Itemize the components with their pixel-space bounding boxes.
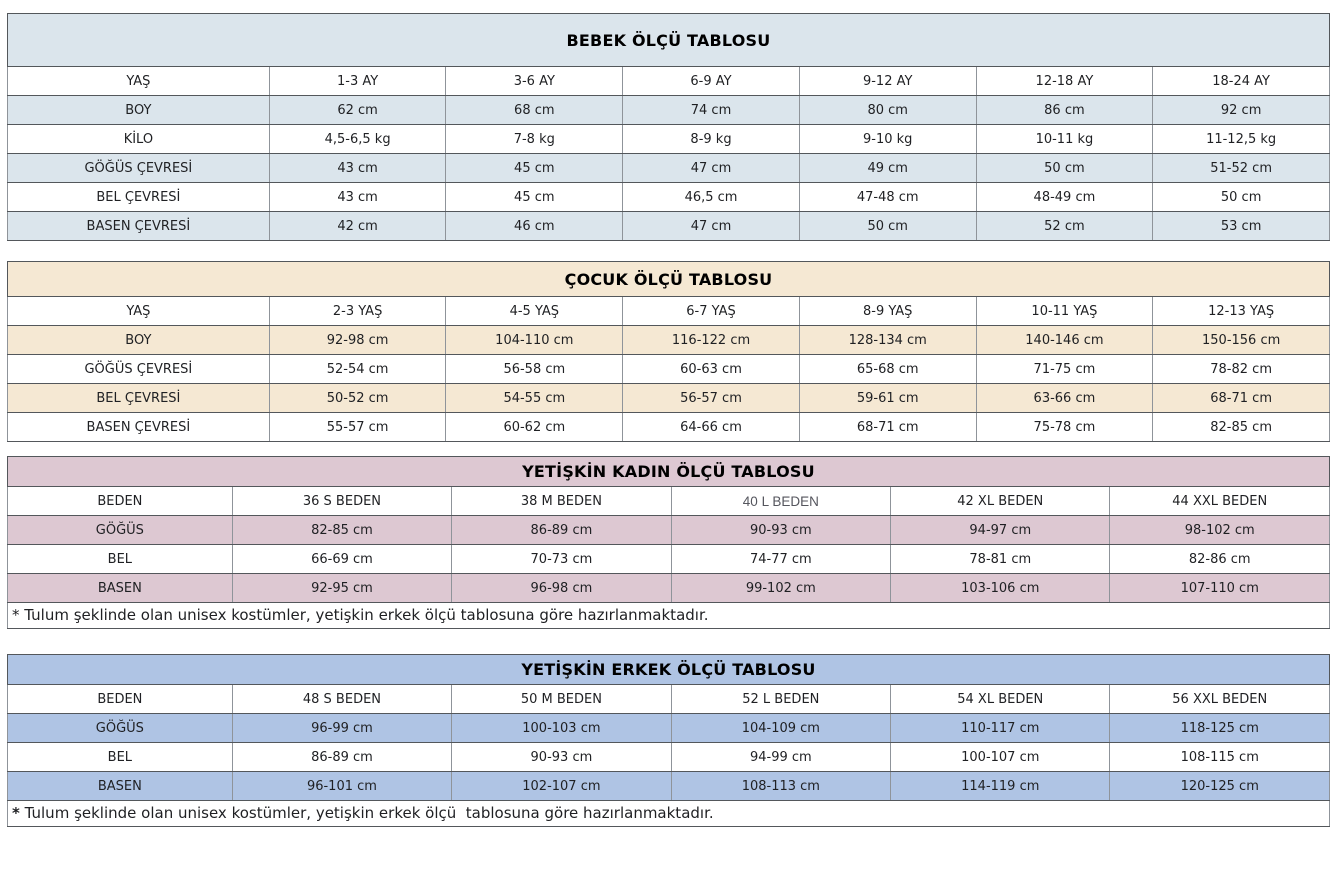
value-cell: 98-102 cm	[1110, 516, 1330, 545]
value-cell: 78-82 cm	[1153, 355, 1330, 384]
value-cell: 43 cm	[269, 183, 446, 212]
column-header-row	[8, 297, 1330, 326]
row-label: BEL ÇEVRESİ	[8, 183, 270, 212]
column-header-cell: 50 M BEDEN	[452, 685, 671, 714]
column-header-cell: 12-13 YAŞ	[1153, 297, 1330, 326]
value-cell: 102-107 cm	[452, 772, 671, 801]
value-cell: 7-8 kg	[446, 125, 623, 154]
value-cell: 50-52 cm	[269, 384, 446, 413]
table-row	[8, 183, 1330, 212]
row-label-header: BEDEN	[8, 487, 233, 516]
value-cell: 94-99 cm	[671, 743, 890, 772]
value-cell: 103-106 cm	[891, 574, 1110, 603]
baby-size-table	[7, 13, 1330, 241]
value-cell: 53 cm	[1153, 212, 1330, 241]
value-cell: 86 cm	[976, 96, 1153, 125]
column-header-cell: 1-3 AY	[269, 67, 446, 96]
table-title: YETİŞKİN KADIN ÖLÇÜ TABLOSU	[8, 457, 1330, 487]
value-cell: 54-55 cm	[446, 384, 623, 413]
value-cell: 92-98 cm	[269, 326, 446, 355]
column-header-cell: 12-18 AY	[976, 67, 1153, 96]
table-row	[8, 212, 1330, 241]
column-header-cell: 4-5 YAŞ	[446, 297, 623, 326]
table-row	[8, 413, 1330, 442]
table-row	[8, 574, 1330, 603]
column-header-row	[8, 487, 1330, 516]
row-label: BOY	[8, 326, 270, 355]
value-cell: 150-156 cm	[1153, 326, 1330, 355]
footnote-row	[8, 801, 1330, 827]
column-header-cell: 42 XL BEDEN	[891, 487, 1110, 516]
column-header-cell: 3-6 AY	[446, 67, 623, 96]
value-cell: 71-75 cm	[976, 355, 1153, 384]
row-label: BOY	[8, 96, 270, 125]
row-label: KİLO	[8, 125, 270, 154]
table-title-row	[8, 14, 1330, 67]
value-cell: 59-61 cm	[799, 384, 976, 413]
value-cell: 114-119 cm	[891, 772, 1110, 801]
value-cell: 47-48 cm	[799, 183, 976, 212]
row-label: BASEN	[8, 574, 233, 603]
value-cell: 11-12,5 kg	[1153, 125, 1330, 154]
value-cell: 110-117 cm	[891, 714, 1110, 743]
table-row	[8, 772, 1330, 801]
table-row	[8, 154, 1330, 183]
value-cell: 82-85 cm	[232, 516, 451, 545]
value-cell: 75-78 cm	[976, 413, 1153, 442]
row-label-header: YAŞ	[8, 297, 270, 326]
adult-women-size-table	[7, 456, 1330, 629]
column-header-cell: 6-9 AY	[623, 67, 800, 96]
column-header-cell: 56 XXL BEDEN	[1110, 685, 1330, 714]
row-label-header: BEDEN	[8, 685, 233, 714]
column-header-cell: 44 XXL BEDEN	[1110, 487, 1330, 516]
value-cell: 60-62 cm	[446, 413, 623, 442]
value-cell: 140-146 cm	[976, 326, 1153, 355]
value-cell: 82-86 cm	[1110, 545, 1330, 574]
value-cell: 96-101 cm	[232, 772, 451, 801]
column-header-cell: 18-24 AY	[1153, 67, 1330, 96]
row-label: GÖĞÜS	[8, 516, 233, 545]
value-cell: 55-57 cm	[269, 413, 446, 442]
value-cell: 108-115 cm	[1110, 743, 1330, 772]
table-title: YETİŞKİN ERKEK ÖLÇÜ TABLOSU	[8, 655, 1330, 685]
table-row	[8, 545, 1330, 574]
row-label: BASEN ÇEVRESİ	[8, 212, 270, 241]
value-cell: 104-109 cm	[671, 714, 890, 743]
footnote-text: * Tulum şeklinde olan unisex kostümler, yetişkin erkek ölçü tablosuna göre hazırlanmaktadır.	[8, 603, 1330, 629]
value-cell: 78-81 cm	[891, 545, 1110, 574]
footnote-asterisk: *	[12, 804, 20, 822]
row-label: BASEN	[8, 772, 233, 801]
column-header-cell: 8-9 YAŞ	[799, 297, 976, 326]
value-cell: 62 cm	[269, 96, 446, 125]
value-cell: 90-93 cm	[671, 516, 890, 545]
value-cell: 45 cm	[446, 183, 623, 212]
value-cell: 46,5 cm	[623, 183, 800, 212]
value-cell: 100-107 cm	[891, 743, 1110, 772]
value-cell: 42 cm	[269, 212, 446, 241]
table-row	[8, 326, 1330, 355]
value-cell: 8-9 kg	[623, 125, 800, 154]
value-cell: 100-103 cm	[452, 714, 671, 743]
value-cell: 80 cm	[799, 96, 976, 125]
row-label-header: YAŞ	[8, 67, 270, 96]
value-cell: 90-93 cm	[452, 743, 671, 772]
table-row	[8, 516, 1330, 545]
table-title: BEBEK ÖLÇÜ TABLOSU	[8, 14, 1330, 67]
value-cell: 74-77 cm	[671, 545, 890, 574]
value-cell: 96-98 cm	[452, 574, 671, 603]
row-label: GÖĞÜS ÇEVRESİ	[8, 355, 270, 384]
value-cell: 92-95 cm	[232, 574, 451, 603]
table-title-row	[8, 262, 1330, 297]
value-cell: 120-125 cm	[1110, 772, 1330, 801]
column-header-cell: 52 L BEDEN	[671, 685, 890, 714]
row-label: GÖĞÜS ÇEVRESİ	[8, 154, 270, 183]
table-row	[8, 743, 1330, 772]
value-cell: 50 cm	[976, 154, 1153, 183]
value-cell: 108-113 cm	[671, 772, 890, 801]
column-header-cell: 38 M BEDEN	[452, 487, 671, 516]
value-cell: 74 cm	[623, 96, 800, 125]
value-cell: 63-66 cm	[976, 384, 1153, 413]
value-cell: 66-69 cm	[232, 545, 451, 574]
column-header-cell: 9-12 AY	[799, 67, 976, 96]
value-cell: 107-110 cm	[1110, 574, 1330, 603]
value-cell: 47 cm	[623, 212, 800, 241]
table-title-row	[8, 655, 1330, 685]
value-cell: 52-54 cm	[269, 355, 446, 384]
row-label: BASEN ÇEVRESİ	[8, 413, 270, 442]
child-size-table	[7, 261, 1330, 442]
value-cell: 45 cm	[446, 154, 623, 183]
column-header-row	[8, 67, 1330, 96]
value-cell: 64-66 cm	[623, 413, 800, 442]
column-header-cell: 10-11 YAŞ	[976, 297, 1153, 326]
row-label: BEL	[8, 743, 233, 772]
value-cell: 43 cm	[269, 154, 446, 183]
value-cell: 116-122 cm	[623, 326, 800, 355]
value-cell: 92 cm	[1153, 96, 1330, 125]
value-cell: 9-10 kg	[799, 125, 976, 154]
value-cell: 56-57 cm	[623, 384, 800, 413]
column-header-cell: 40 L BEDEN	[671, 487, 890, 516]
table-row	[8, 384, 1330, 413]
value-cell: 4,5-6,5 kg	[269, 125, 446, 154]
row-label: BEL ÇEVRESİ	[8, 384, 270, 413]
row-label: GÖĞÜS	[8, 714, 233, 743]
value-cell: 70-73 cm	[452, 545, 671, 574]
row-label: BEL	[8, 545, 233, 574]
value-cell: 104-110 cm	[446, 326, 623, 355]
value-cell: 118-125 cm	[1110, 714, 1330, 743]
adult-men-size-table	[7, 654, 1330, 827]
value-cell: 50 cm	[799, 212, 976, 241]
table-title-row	[8, 457, 1330, 487]
adult-men-size-table-section	[7, 654, 1330, 827]
value-cell: 68-71 cm	[799, 413, 976, 442]
value-cell: 86-89 cm	[452, 516, 671, 545]
value-cell: 128-134 cm	[799, 326, 976, 355]
value-cell: 48-49 cm	[976, 183, 1153, 212]
value-cell: 46 cm	[446, 212, 623, 241]
value-cell: 56-58 cm	[446, 355, 623, 384]
table-row	[8, 125, 1330, 154]
value-cell: 49 cm	[799, 154, 976, 183]
table-row	[8, 96, 1330, 125]
value-cell: 52 cm	[976, 212, 1153, 241]
column-header-row	[8, 685, 1330, 714]
table-title: ÇOCUK ÖLÇÜ TABLOSU	[8, 262, 1330, 297]
value-cell: 99-102 cm	[671, 574, 890, 603]
value-cell: 94-97 cm	[891, 516, 1110, 545]
value-cell: 68 cm	[446, 96, 623, 125]
value-cell: 96-99 cm	[232, 714, 451, 743]
child-size-table-section	[7, 261, 1330, 442]
value-cell: 50 cm	[1153, 183, 1330, 212]
column-header-cell: 6-7 YAŞ	[623, 297, 800, 326]
value-cell: 68-71 cm	[1153, 384, 1330, 413]
footnote-row	[8, 603, 1330, 629]
table-row	[8, 714, 1330, 743]
value-cell: 47 cm	[623, 154, 800, 183]
baby-size-table-section	[7, 13, 1330, 241]
column-header-cell: 36 S BEDEN	[232, 487, 451, 516]
value-cell: 60-63 cm	[623, 355, 800, 384]
value-cell: 82-85 cm	[1153, 413, 1330, 442]
column-header-cell: 48 S BEDEN	[232, 685, 451, 714]
adult-women-size-table-section	[7, 456, 1330, 629]
value-cell: 51-52 cm	[1153, 154, 1330, 183]
value-cell: 86-89 cm	[232, 743, 451, 772]
column-header-cell: 54 XL BEDEN	[891, 685, 1110, 714]
column-header-cell: 2-3 YAŞ	[269, 297, 446, 326]
table-row	[8, 355, 1330, 384]
footnote-text: * Tulum şeklinde olan unisex kostümler, yetişkin erkek ölçü tablosuna göre hazırlanmaktadır.	[8, 801, 1330, 827]
value-cell: 10-11 kg	[976, 125, 1153, 154]
value-cell: 65-68 cm	[799, 355, 976, 384]
